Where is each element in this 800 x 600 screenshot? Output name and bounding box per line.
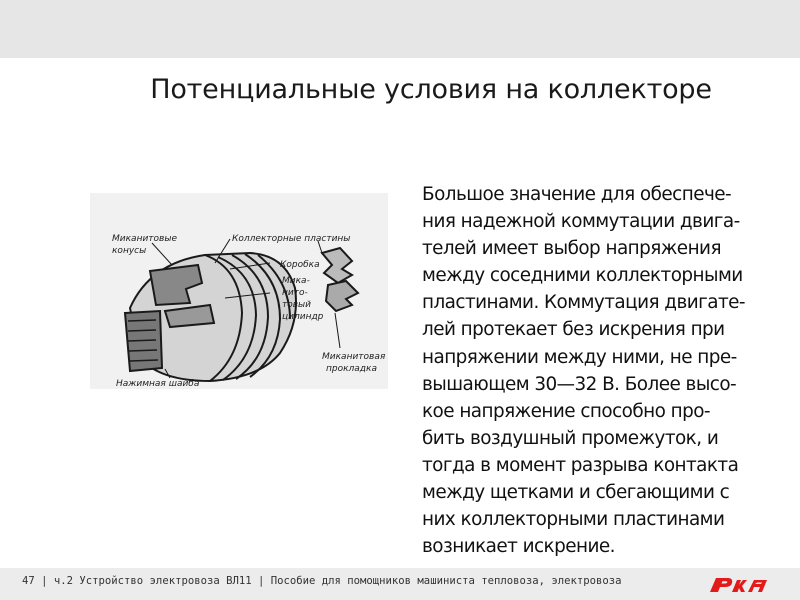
body-line: кое напряжение способно про- — [422, 400, 710, 422]
body-line: лей протекает без искрения при — [422, 319, 725, 341]
body-line: тогда в момент разрыва контакта — [422, 454, 739, 476]
body-line: пластинами. Коммутация двигате- — [422, 292, 745, 314]
label-mica-pad-1: Миканитовая — [322, 352, 386, 362]
body-line: ния надежной коммутации двига- — [422, 211, 740, 233]
body-line: них коллекторными пластинами — [422, 509, 725, 531]
rzd-logo-mark — [710, 578, 767, 592]
body-text — [422, 181, 782, 560]
footer-text: 47 | ч.2 Устройство электровоза ВЛ11 | Пособие для помощников машиниста тепловоза, электровоза — [22, 575, 622, 587]
label-mica-cyl-3: товый — [282, 300, 312, 310]
body-line: Большое значение для обеспече- — [422, 184, 732, 205]
body-line: между соседними коллекторными — [422, 265, 743, 287]
label-mica-cones-2: конусы — [112, 246, 147, 256]
body-line: возникает искрение. — [422, 536, 615, 558]
collector-diagram — [90, 193, 388, 389]
rzd-logo-icon — [706, 572, 772, 596]
label-mica-cyl-4: цилиндр — [282, 312, 324, 322]
slide-title: Потенциальные условия на коллекторе — [150, 74, 712, 105]
label-mica-pad-2: прокладка — [326, 364, 377, 374]
body-line: вышающем 30—32 В. Более высо- — [422, 373, 737, 395]
body-line: телей имеет выбор напряжения — [422, 238, 721, 260]
label-plates: Коллекторные пластины — [232, 234, 351, 244]
body-line: между щетками и сбегающими с — [422, 482, 730, 504]
label-box: Коробка — [280, 260, 320, 270]
label-mica-cones: Миканитовые — [112, 234, 177, 244]
label-mica-cyl-2: нито- — [282, 288, 308, 298]
body-line: напряжении между ними, не пре- — [422, 346, 737, 368]
header-band — [0, 0, 800, 58]
label-mica-cyl-1: Мика- — [282, 276, 310, 286]
label-washer: Нажимная шайба — [116, 379, 200, 389]
body-line: бить воздушный промежуток, и — [422, 427, 719, 449]
